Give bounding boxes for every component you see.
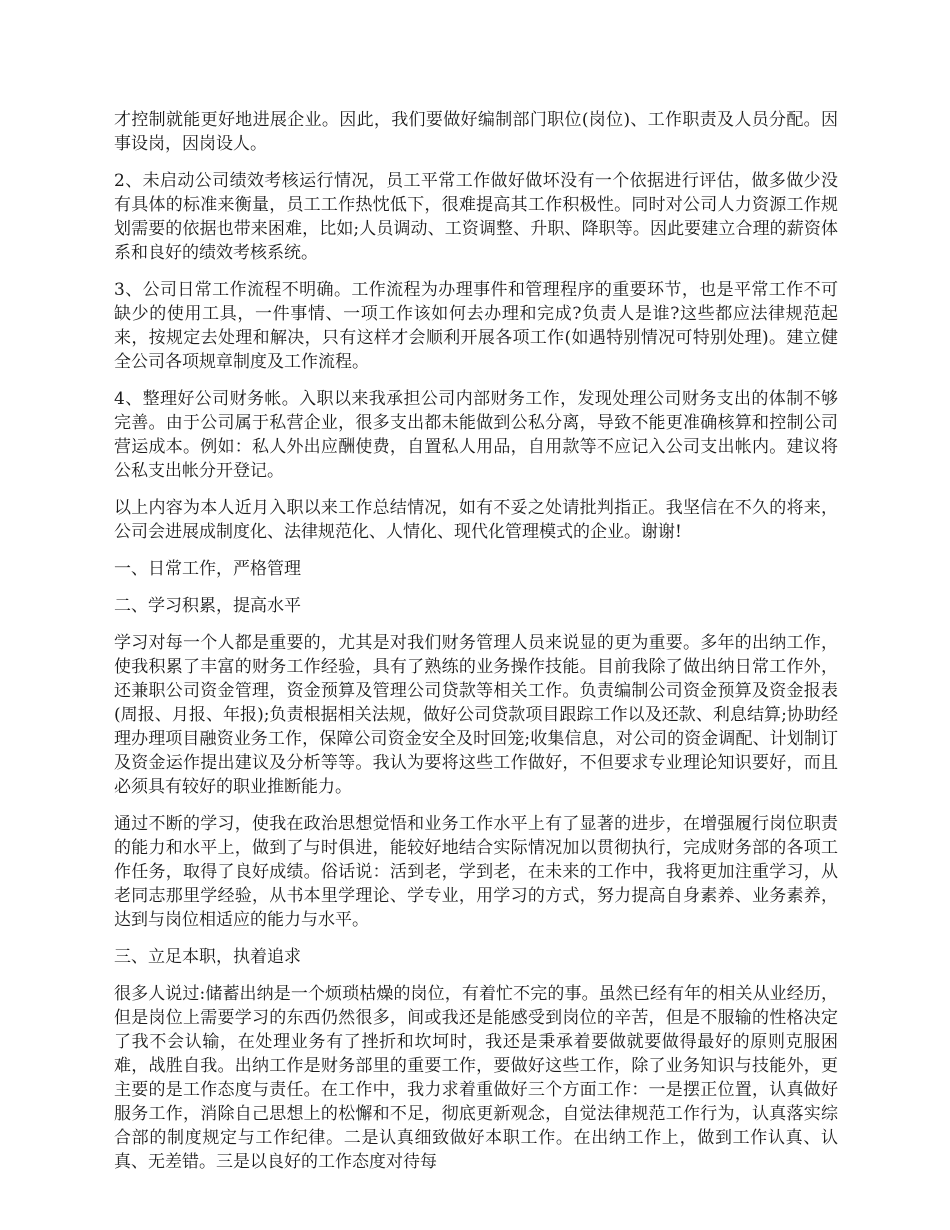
paragraph-conclusion: 以上内容为本人近月入职以来工作总结情况，如有不妥之处请批判指正。我坚信在不久的将来，公司会进展成制度化、法律规范化、人情化、现代化管理模式的企业。谢谢! — [114, 498, 838, 542]
paragraph-duty: 很多人说过:储蓄出纳是一个烦琐枯燥的岗位，有着忙不完的事。虽然已经有年的相关从业经历，但是岗位上需要学习的东西仍然很多，间或我还是能感受到岗位的辛苦，但是不服输的性格决定了我不会认输，在处理业务有了挫折和坎坷时，我还是秉承着要做就要做得最好的原则克服困难，战胜自我。出纳工作是财务部里的重要工作，要做好这些工作，除了业务知识与技能外，更主要的是工作态度与责任。在工作中，我力求着重做好三个方面工作：一是摆正位置，认真做好服务工作，消除自己思想上的松懈和不足，彻底更新观念，自觉法律规范工作行为，认真落实综合部的制度规定与工作纪律。二是认真细致做好本职工作。在出纳工作上，做到工作认真、认真、无差错。三是以良好的工作态度对待每 — [114, 984, 838, 1172]
paragraph-item-3: 3、公司日常工作流程不明确。工作流程为办理事件和管理程序的重要环节，也是平常工作不可缺少的使用工具，一件事情、一项工作该如何去办理和完成?负责人是谁?这些都应法律规范起来，按规定去处理和解决，只有这样才会顺利开展各项工作(如遇特别情况可特别处理)。建立健全公司各项规章制度及工作流程。 — [114, 280, 838, 372]
paragraph-study-1: 学习对每一个人都是重要的，尤其是对我们财务管理人员来说显的更为重要。多年的出纳工作，使我积累了丰富的财务工作经验，具有了熟练的业务操作技能。目前我除了做出纳日常工作外，还兼职公司资金管理，资金预算及管理公司贷款等相关工作。负责编制公司资金预算及资金报表(周报、月报、年报);负责根据相关法规，做好公司贷款项目跟踪工作以及还款、利息结算;协助经理办理项目融资业务工作，保障公司资金安全及时回笼;收集信息，对公司的资金调配、计划制订及资金运作提出建议及分析等等。我认为要将这些工作做好，不但要求专业理论知识要好，而且必须具有较好的职业推断能力。 — [114, 633, 838, 797]
section-heading-1: 一、日常工作，严格管理 — [114, 559, 301, 579]
paragraph-study-2: 通过不断的学习，使我在政治思想觉悟和业务工作水平上有了显著的进步，在增强履行岗位职责的能力和水平上，做到了与时俱进，能较好地结合实际情况加以贯彻执行，完成财务部的各项工作任务，取得了良好成绩。俗话说：活到老，学到老，在未来的工作中，我将更加注重学习，从老同志那里学经验，从书本里学理论、学专业，用学习的方式，努力提高自身素养、业务素养，达到与岗位相适应的能力与水平。 — [114, 814, 838, 930]
paragraph-intro-continuation: 才控制就能更好地进展企业。因此，我们要做好编制部门职位(岗位)、工作职责及人员分配。因事设岗，因岗设人。 — [114, 110, 838, 154]
section-heading-2: 二、学习积累，提高水平 — [114, 596, 301, 616]
paragraph-item-2: 2、未启动公司绩效考核运行情况，员工平常工作做好做坏没有一个依据进行评估，做多做少没有具体的标准来衡量，员工工作热忱低下，很难提高其工作积极性。同时对公司人力资源工作规划需要的依据也带来困难，比如;人员调动、工资调整、升职、降职等。因此要建立合理的薪资体系和良好的绩效考核系统。 — [114, 171, 838, 263]
section-heading-3: 三、立足本职，执着追求 — [114, 947, 301, 967]
document-body — [114, 108, 838, 1187]
paragraph-item-4: 4、整理好公司财务帐。入职以来我承担公司内部财务工作，发现处理公司财务支出的体制不够完善。由于公司属于私营企业，很多支出都未能做到公私分离，导致不能更准确核算和控制公司营运成本。例如：私人外出应酬使费，自置私人用品，自用款等不应记入公司支出帐内。建议将公私支出帐分开登记。 — [114, 389, 838, 481]
